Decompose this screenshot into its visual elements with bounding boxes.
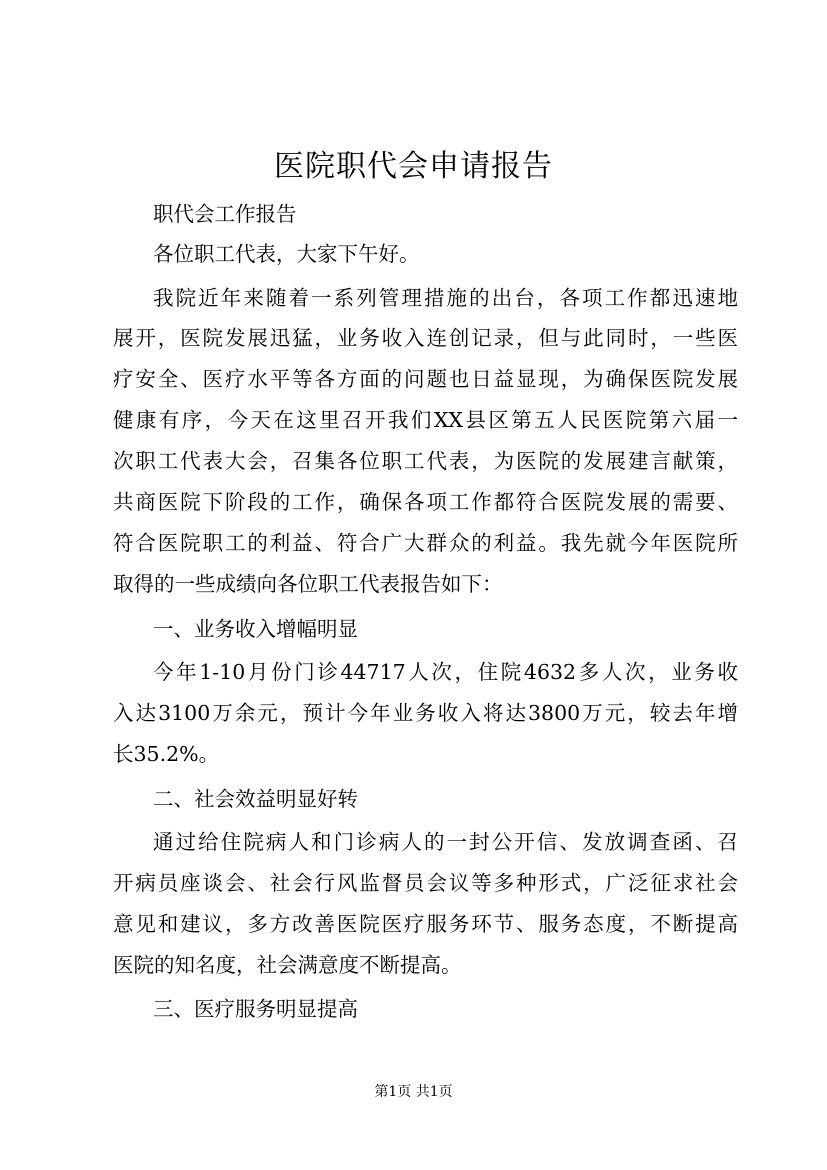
body-line: 健康有序，今天在这里召开我们XX县区第五人民医院第六届一 [113, 408, 738, 432]
section-heading: 三、医疗服务明显提高 [153, 997, 358, 1021]
body-line: 长35.2%。 [113, 742, 220, 766]
page-number-footer: 第1页 共1页 [374, 1084, 453, 1100]
body-line: 我院近年来随着一系列管理措施的出台，各项工作都迅速地 [153, 286, 738, 310]
body-line: 符合医院职工的利益、符合广大群众的利益。我先就今年医院所 [113, 531, 738, 555]
body-line: 共商医院下阶段的工作，确保各项工作都符合医院发展的需要、 [113, 490, 738, 514]
body-line: 通过给住院病人和门诊病人的一封公开信、发放调查函、召 [153, 830, 738, 854]
greeting-line: 各位职工代表，大家下午好。 [153, 242, 420, 266]
body-line: 医院的知名度，社会满意度不断提高。 [113, 953, 462, 977]
subtitle-line: 职代会工作报告 [153, 202, 297, 226]
section-heading: 一、业务收入增幅明显 [153, 617, 358, 641]
body-line: 今年1-10月份门诊44717人次，住院4632多人次，业务收 [153, 660, 738, 684]
body-line: 疗安全、医疗水平等各方面的问题也日益显现，为确保医院发展 [113, 367, 738, 391]
body-line: 意见和建议，多方改善医院医疗服务环节、服务态度，不断提高 [113, 912, 738, 936]
section-heading: 二、社会效益明显好转 [153, 787, 358, 811]
body-line: 取得的一些成绩向各位职工代表报告如下： [113, 572, 503, 596]
document-title: 医院职代会申请报告 [274, 149, 553, 184]
body-line: 入达3100万余元，预计今年业务收入将达3800万元，较去年增 [113, 701, 738, 725]
body-line: 展开，医院发展迅猛，业务收入连创记录，但与此同时，一些医 [113, 326, 738, 350]
body-line: 开病员座谈会、社会行风监督员会议等多种形式，广泛征求社会 [113, 871, 738, 895]
body-line: 次职工代表大会，召集各位职工代表，为医院的发展建言献策， [113, 449, 738, 473]
